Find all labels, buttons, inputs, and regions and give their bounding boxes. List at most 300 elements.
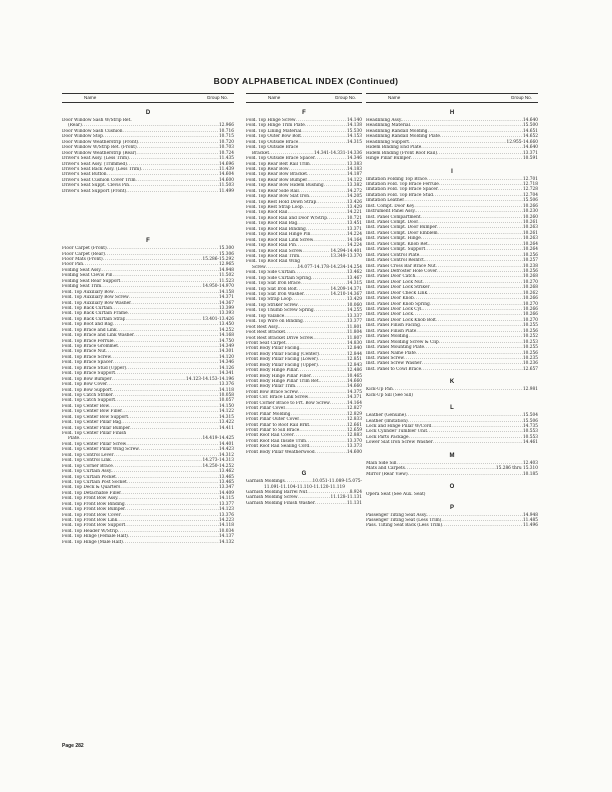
entry-group-number: 14.132: [218, 539, 234, 545]
index-entry: [62, 540, 234, 545]
entry-group-number: 14.600: [218, 177, 234, 183]
entry-group-number: 12.657: [522, 366, 538, 372]
entry-group-number: 13.373: [346, 444, 362, 450]
entry-group-number: 13.467: [346, 275, 362, 281]
entry-name: Front Body Hinge Pillar Trim Ret.: [246, 379, 320, 384]
page-title: BODY ALPHABETICAL INDEX (Continued): [213, 76, 399, 86]
header-name: Name: [268, 95, 281, 100]
entry-group-number: 14.948: [218, 267, 234, 273]
entry-name: Headlining Assy.: [366, 118, 403, 123]
entry-group-number: 13.399: [218, 305, 234, 311]
entry-group-number: 13.349-13.370: [330, 253, 362, 259]
entry-name: Folding Seat Trim: [62, 284, 102, 290]
entry-group-number: 14.640: [522, 118, 538, 123]
entry-name: Front Corner Brace to Frt. Bow Screw: [246, 400, 330, 406]
leader-dots: [411, 156, 523, 161]
entry-name: Floor Pan: [62, 262, 83, 268]
entry-name: Fold. Top Control Lever: [62, 452, 114, 458]
entry-group-number: 13.383: [346, 161, 362, 167]
entry-name: Inst. Compt. Door Key: [366, 203, 415, 209]
entry-name: Fold. Top Roof Rail: [246, 210, 288, 216]
entry-name: Hidem Binding (Front Roof Rail): [366, 150, 438, 156]
entry-group-number: 12.844: [346, 351, 362, 357]
entry-name: Inst. Panel Door Lock Striker: [366, 285, 430, 291]
entry-group-number: 15.506: [522, 198, 538, 204]
entry-group-number: 14.118: [218, 523, 234, 529]
entry-group-number: 14.273-14.313: [202, 458, 234, 464]
entry-name: Fold. Top Auxiliary Bow Washer: [62, 300, 132, 306]
column-header: [62, 93, 234, 103]
entry-name: Front Roof Rail Sealing Cord: [246, 444, 310, 450]
entry-name: Front Seat Carpet: [246, 340, 286, 346]
entry-name: Fold. Top Center Pillar Bag: [62, 420, 122, 426]
entry-group-number: 14.375: [346, 389, 362, 395]
entry-name: Folding Seat Assy.: [62, 267, 102, 273]
entry-name: Fold. Top Outer Bow Bolt: [246, 134, 302, 140]
entry-group-number: 14.150: [218, 403, 234, 409]
entry-name: Inst. Panel Defroster Hole Cover: [366, 268, 438, 274]
entry-group-number: 14.164: [346, 400, 362, 406]
entry-name: Fold. Top Roof Rail Binding: [246, 226, 306, 232]
entry-group-number: 14.205: [346, 194, 362, 200]
entry-name: Front Pillar to Roof Rail Brkt.: [246, 422, 311, 428]
entry-name: Front Roof Rail Inside Trim: [246, 438, 306, 444]
entry-group-number: 14.120: [218, 354, 234, 360]
entry-group-number: 15.286-15.292: [202, 257, 234, 262]
entry-name: Front Pillar Cover: [246, 406, 286, 412]
entry-group-number: 14.252: [218, 327, 234, 333]
entry-group-number: 10.715: [218, 134, 234, 140]
entry-name: Fold. Top Back Curtain Strap: [62, 316, 126, 322]
entry-name: Fold. Top Control Link: [62, 458, 111, 464]
entry-name: Floor Mats (Front): [62, 257, 103, 262]
index-entry: [366, 156, 538, 161]
entry-name: Inst. Panel Compt. Door Bumper: [366, 225, 437, 231]
entry-name: Instrument Panel Assy.: [366, 209, 416, 215]
entry-group-number: 10.257: [522, 258, 538, 264]
entry-group-number: 15.500: [522, 123, 538, 129]
entry-group-number: 14.187: [346, 172, 362, 178]
entry-group-number: 10.721: [346, 215, 362, 221]
entry-name: Inst. Panel Control Plate: [366, 252, 420, 258]
entry-name: Fold. Top Brace Support: [62, 371, 116, 377]
leader-dots: [421, 367, 523, 372]
entry-group-number: 13.465: [218, 479, 234, 485]
entry-name: Folding Seat Clevis Pin: [62, 273, 113, 279]
entry-group-number: 10.264: [522, 241, 538, 247]
entry-name: Fold. Top Front Bow Binding: [62, 501, 125, 507]
entry-group-number: 11.496: [522, 523, 538, 529]
entry-name: Fold. Top Rear Bow: [246, 166, 289, 172]
entry-name: Inst. Panel Compt. Support: [366, 247, 426, 253]
header-name: Name: [388, 95, 401, 100]
entry-group-number: 14.660: [346, 379, 362, 384]
entry-name: Inst. Panel Door Lock Cyl.: [366, 307, 423, 312]
entry-group-number: 10.253: [522, 339, 538, 345]
section-letter: O: [449, 484, 455, 491]
entry-name: Inst. Panel Compartment: [366, 214, 421, 220]
entry-name: Front Body Pillar Facing (Upper): [246, 362, 318, 368]
entry-name: Fold. Top Front Bow Assy.: [62, 496, 119, 502]
entry-name: Fold. Top Back Curtain Frame: [62, 311, 128, 317]
entry-name: Fold. Top Side Curtain Spring: [246, 275, 311, 281]
entry-name: Fold. Top Center Bow Filler: [62, 409, 123, 415]
section-letter: F: [146, 238, 150, 245]
entry-name: Mirror (Rear View): [366, 471, 408, 477]
entry-name: Fold. Top Brace and Link: [62, 327, 117, 333]
entry-group-number: 14.367: [218, 300, 234, 306]
entry-group-number: 14.224: [346, 243, 362, 249]
entry-name: Foot Rest Bracket Drive Screw: [246, 335, 314, 341]
entry-name: Fold. Top Brace Nut: [62, 349, 106, 355]
entry-group-number: 10.256: [522, 252, 538, 258]
entry-group-number: 10.266: [522, 312, 538, 318]
entry-name: Leather (Imitation): [366, 418, 408, 424]
entry-group-number: 14.461: [522, 440, 538, 446]
entry-name: Headlining Randall Molding: [366, 128, 428, 134]
index-entry: [366, 367, 538, 372]
entry-group-number: 13.376: [218, 382, 234, 388]
entry-name: Headlining Material: [366, 123, 410, 129]
entry-group-number: 15.506: [522, 418, 538, 424]
section-letter: F: [302, 110, 306, 116]
entry-name: Door Window Weatherstrip (Rear): [62, 150, 137, 156]
entry-group-number: 10.262: [522, 290, 538, 296]
entry-group-number: 14.341-14.331-14.336: [313, 150, 362, 156]
entry-group-number: 10.230: [522, 209, 538, 215]
leader-dots: [298, 140, 347, 145]
entry-group-number: 12.486: [346, 368, 362, 374]
entry-group-number: 14.123: [218, 507, 234, 513]
entry-group-number: 12.701: [522, 176, 538, 182]
entry-name: Foot Rest Assy.: [246, 324, 279, 330]
entry-name: Inst. Panel Finish Plate: [366, 328, 417, 334]
entry-group-number: 10.261: [522, 230, 538, 236]
entry-group-number: 14.604: [218, 172, 234, 178]
entry-group-number: 14.423: [218, 447, 234, 453]
entry-name: Floor Carpet (Rear): [62, 251, 105, 257]
entry-name: Driver's Seat Assy. (Trimmed): [62, 161, 127, 167]
entry-group-number: 12.833: [346, 417, 362, 423]
entry-name: Door Window W/Strip Ret. (Front): [62, 145, 137, 151]
entry-name: Fold. Top Roof Rail Link Screw: [246, 237, 314, 243]
entry-name: Driver's Seat Assy. (Less Trim): [62, 156, 129, 162]
entry-group-number: 10.261: [522, 220, 538, 225]
entry-name: Pass. Tilting Seat Back (Less Trim): [366, 523, 443, 529]
entry-name: Fold. Top Brace Stud (Upper): [62, 365, 127, 371]
entry-name: Fold. Top Header W/Strip: [62, 528, 118, 534]
entry-name: Fold. Top Brace Ferrule: [62, 338, 114, 344]
entry-name: Inst. Panel Screw Washer: [366, 361, 422, 367]
entry-name: Fold. Top Rear Bow Bracket: [246, 172, 308, 178]
entry-group-number: 10.060: [346, 302, 362, 308]
entry-group-number: 12.827: [346, 406, 362, 412]
entry-group-number: 13.426: [346, 199, 362, 205]
entry-group-number: 10.266: [522, 307, 538, 312]
entry-name: Imitation Leather: [366, 198, 405, 204]
entry-group-number: 10.058: [218, 392, 234, 398]
page-number: Page 282: [62, 743, 84, 749]
entry-group-number: 10.268: [522, 285, 538, 291]
entry-name: Fold. Top Back Curtain: [62, 305, 113, 311]
entry-name: Driver's Seat Back Assy. (Less Trim): [62, 166, 141, 172]
entry-name: Fold. Top Strap Loop: [246, 297, 292, 303]
entry-group-number: 10.270: [522, 301, 538, 307]
section-letter: G: [301, 471, 307, 478]
entry-group-number: 10.724: [218, 150, 234, 156]
entry-group-number: 12.718: [522, 181, 538, 187]
entry-name: Fold. Top Thumb Screw Spring: [246, 308, 314, 314]
entry-group-number: 13.429: [346, 297, 362, 303]
entry-name: Driver's Seat Button: [62, 172, 107, 178]
entry-group-number: 14.651: [522, 128, 538, 134]
entry-name: Lock and Hinge Pillar W/Cord: [366, 424, 432, 429]
entry-name: Fold. Top Brace Grommet: [62, 344, 119, 349]
entry-name: Fold. Top Slat Iron Washer: [246, 292, 305, 297]
section-letter: P: [449, 504, 454, 511]
entry-name: Front Pillar Outer Cover: [246, 417, 300, 423]
entry-group-number: 10.716: [218, 128, 234, 134]
entry-name: Fold. Top Curtain Assy.: [62, 469, 113, 475]
entry-group-number: 10.260: [522, 214, 538, 220]
entry-name: Inst. Panel Compt. Knob Ret.: [366, 241, 430, 247]
entry-name: Inst. Panel to Cowl Brace: [366, 366, 422, 372]
entry-name: (Rear): [68, 123, 82, 129]
entry-name: Fold. Top Roof Rail Pin: [246, 243, 296, 249]
index-column-3: [366, 93, 538, 529]
entry-name: Inst. Panel Door Lock Knob Bolt: [366, 317, 436, 323]
entry-group-number: 12.955-14.660: [506, 139, 538, 145]
entry-group-number: 12.659: [346, 427, 362, 433]
entry-name: Fold. Top Roof Rail and Door W/Strip: [246, 215, 327, 221]
entry-name: Fold. Top Roof Rail Screw: [246, 248, 303, 254]
entry-name: Fold. Top Roof Rail Wing: [246, 259, 301, 265]
entry-group-number: 11.128-11.131: [330, 495, 362, 501]
entry-group-number: 14.221: [346, 210, 362, 216]
entry-group-number: 11.435: [218, 156, 234, 162]
header-group: Group No.: [206, 95, 228, 100]
entry-group-number: 14.315: [218, 414, 234, 420]
entry-name: Front Pillar Molding: [246, 411, 291, 417]
entry-name: Inst. Panel Control Reinfct.: [366, 258, 426, 264]
entry-name: Front Pillar to Sill Brace: [246, 427, 300, 433]
entry-group-number: 12.704: [522, 192, 538, 198]
entry-group-number: 13.371: [522, 150, 538, 156]
leader-dots: [433, 440, 523, 445]
entry-group-number: 13.429: [346, 205, 362, 210]
entry-name: Front Body Pillar Facing: [246, 346, 300, 352]
entry-group-number: 13.450: [218, 322, 234, 328]
entry-name: Fold. Top Hinge (Male Half): [62, 539, 123, 545]
entry-name: Front Body Pillar Facing (Center): [246, 351, 319, 357]
entry-group-number: 12.851: [346, 357, 362, 363]
entry-name: Fold. Top Deck & Quarters: [62, 485, 121, 491]
entry-name: Driver's Seat Support (Front): [62, 188, 127, 194]
column-header: [246, 93, 362, 103]
entry-name: Fold. Top Front Bow Cover: [62, 512, 121, 518]
entry-group-number: 10.266: [522, 203, 538, 209]
entry-name: Fold. Top Bow Support: [62, 387, 112, 393]
entry-group-number: 13.451: [346, 221, 362, 227]
entry-name: Fold. Top Catch Support: [62, 398, 116, 404]
entry-name: Inst. Panel Door Lock: [366, 312, 413, 318]
entry-name: Inst. Panel Cross Bar Brace Nut: [366, 263, 436, 269]
entry-name: Fold. Top Hinge Screw: [246, 118, 296, 123]
entry-group-number: 14.250-14.252: [202, 463, 234, 469]
entry-name: Fold. Top Center Bow Support: [62, 414, 129, 420]
entry-name: Foot Rest Bracket: [246, 330, 286, 336]
entry-group-number: 11.439: [218, 166, 234, 172]
entry-name: Inst. Panel Mounting Plate: [366, 345, 425, 351]
entry-group-number: 12.981: [522, 387, 538, 393]
entry-group-number: 10.720: [218, 139, 234, 145]
entry-group-number: 10.236: [522, 361, 538, 367]
entry-group-number: 10.703: [218, 145, 234, 151]
entry-name: Door Window Sash W/Strip Ret.: [62, 118, 132, 123]
entry-name: Fold. Top Boot and Bag: [62, 322, 113, 328]
entry-group-number: 14.294-14.401: [330, 248, 362, 254]
entry-group-number: 10.263: [522, 225, 538, 231]
entry-name: Imitation Fold. Top Brace Ferrule: [366, 181, 439, 187]
entry-name: Fold. Top Detachable Filler: [62, 490, 122, 496]
entry-group-number: 10.553: [522, 429, 538, 435]
entry-name: Fold. Top Center Pillar Screw: [62, 441, 127, 447]
entry-group-number: 14.660: [346, 384, 362, 390]
entry-name: Bracket: [252, 150, 270, 156]
entry-name: Front Body Pillar Weatherwood: [246, 449, 315, 455]
entry-name: Front Bow Brace Screw: [246, 389, 298, 395]
entry-name: Fold. Top Catch Striker: [62, 392, 113, 398]
entry-name: Hinge Pillar Bumper: [366, 156, 411, 162]
index-entry: [62, 189, 234, 194]
entry-name: Fold. Top Striker Screw: [246, 302, 298, 308]
entry-group-number: 14.371: [218, 295, 234, 301]
entry-name: Fold. Top Hinge Trim Plate: [246, 123, 305, 129]
entry-name: Fold. Top Rear Bow Bumper: [246, 177, 308, 183]
entry-name: Fold. Top Bow Cover: [62, 382, 108, 388]
leader-dots: [315, 501, 347, 506]
entry-group-number: 13.371: [346, 226, 362, 232]
entry-group-number: 10.185: [522, 471, 538, 477]
header-group: Group No.: [510, 95, 532, 100]
entry-group-number: 10.255: [522, 323, 538, 329]
entry-name: Fold. Top Lining Material: [246, 128, 302, 134]
index-entry: [366, 472, 538, 477]
entry-name: Fold. Top Outside Brace: [246, 139, 299, 145]
entry-group-number: 13.337: [346, 313, 362, 319]
entry-name: Inst. Panel Molding: [366, 334, 409, 340]
entry-group-number: 14.346: [218, 360, 234, 366]
entry-group-number: 10.266: [522, 296, 538, 302]
entry-group-number: 14.118: [218, 387, 234, 393]
entry-group-number: 14.409: [218, 490, 234, 496]
entry-group-number: 10.263: [522, 236, 538, 242]
leader-dots: [315, 450, 347, 455]
entry-name: Inst. Panel Door Knob: [366, 296, 414, 302]
entry-group-number: 14.652: [522, 134, 538, 140]
header-name: Name: [84, 95, 97, 100]
entry-group-number: 14.168: [218, 333, 234, 339]
entry-group-number: 10.255: [522, 345, 538, 351]
entry-group-number: 13.422: [218, 420, 234, 426]
entry-name: Fold. Top Rest Strap Loop: [246, 205, 303, 210]
entry-group-number: 14.164: [346, 237, 362, 243]
entry-group-number: 14.153: [346, 134, 362, 140]
index-entry: [246, 501, 362, 506]
entry-group-number: 8.924: [349, 490, 362, 495]
entry-group-number: 15.306: [218, 251, 234, 257]
entry-name: Fold. Top Slat Iron Bolt: [246, 286, 297, 292]
entry-group-number: 14.122: [346, 177, 362, 183]
entry-name: Inst. Panel Door Knob Spring: [366, 301, 430, 307]
entry-name: Door Window Weatherstrip (Front): [62, 139, 139, 145]
entry-name: Lower Slat Iron Screw Washer: [366, 440, 433, 446]
entry-group-number: 10.057: [218, 398, 234, 404]
entry-name: Fold. Top Roof Rail Hinge Pin: [246, 232, 311, 238]
entry-name: Inst. Panel Compt. Hinge: [366, 236, 421, 242]
entry-group-number: 14.115: [218, 496, 234, 502]
section-letter: K: [449, 379, 455, 386]
index-entry: [366, 523, 538, 528]
entry-name: Kick-Up Pan: [366, 387, 393, 393]
entry-group-number: 10.051-11.089-15.075-: [312, 479, 362, 485]
index-column-2: [246, 93, 362, 506]
entry-group-number: 10.553: [522, 434, 538, 440]
entry-name: Imitation Fold. Top Brace Stud: [366, 192, 433, 198]
entry-group-number: 12.728: [522, 187, 538, 193]
entry-group-number: 14.301: [218, 349, 234, 355]
entry-name: Headlining Randall Molding Plate: [366, 134, 440, 140]
entry-group-number: 13.377: [346, 319, 362, 325]
entry-group-number: 10.591: [522, 156, 538, 162]
entry-name: Front Cor. Brace Link Screw: [246, 395, 309, 401]
entry-name: Fold. Top Rear Belt Rail Trim: [246, 161, 310, 167]
entry-name: Fold. Top Auxiliary Bow: [62, 289, 114, 295]
entry-name: Imitation Folding Top Brace: [366, 176, 427, 182]
entry-group-number: 14.137: [218, 534, 234, 540]
leader-dots: [408, 472, 523, 477]
entry-group-number: 14.750: [218, 338, 234, 344]
entry-name: Fold. Top Rear Bow Hidem Bushing: [246, 183, 324, 189]
entry-group-number: 12.883: [346, 433, 362, 439]
entry-name: Door Window Stop: [62, 134, 103, 140]
entry-name: Leather (Genuine): [366, 413, 406, 419]
entry-group-number: 14.315: [346, 281, 362, 287]
entry-name: Inst. Panel Finish Facing: [366, 323, 420, 329]
index-entry: [246, 450, 362, 455]
entry-group-number: 12.403: [522, 460, 538, 466]
entry-name: Fold. Top Front Bow Link: [62, 518, 118, 523]
entry-group-number: 14.122: [218, 409, 234, 415]
entry-group-number: 14.696: [218, 161, 234, 167]
header-group: Group No.: [334, 95, 356, 100]
entry-group-number: 10.270: [522, 317, 538, 323]
entry-name: Inst. Panel Name Plate: [366, 350, 416, 356]
entry-name: Door Window Sash Cushion: [62, 128, 123, 134]
entry-group-number: 14.830: [346, 340, 362, 346]
entry-group-number: 14.640: [522, 145, 538, 151]
entry-name: Inst. Panel Door Lock Nut: [366, 279, 423, 285]
entry-group-number: 14.123-14.153-14.196: [185, 376, 234, 382]
entry-group-number: 13.393: [218, 311, 234, 317]
entry-group-number: 14.138: [346, 123, 362, 129]
entry-group-number: 13.382: [346, 183, 362, 189]
entry-name: Garnish Molding Barrel Nut: [246, 490, 308, 495]
entry-name: Lock Cylinder Tumbler Unit: [366, 429, 428, 435]
entry-group-number: 10.252: [522, 334, 538, 340]
entry-group-number: 11.485: [522, 517, 538, 523]
entry-group-number: 14.224: [346, 232, 362, 238]
